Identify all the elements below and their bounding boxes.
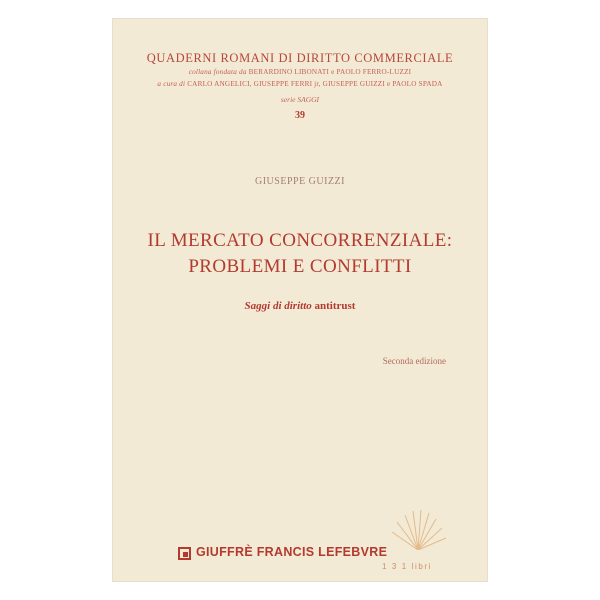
- edition-label: Seconda edizione: [382, 356, 446, 366]
- book-title-line-1: IL MERCATO CONCORRENZIALE:: [147, 230, 453, 251]
- editors-prefix: a cura di: [157, 80, 186, 88]
- author-name: GIUSEPPE GUIZZI: [255, 176, 345, 187]
- volume-number: 39: [295, 110, 305, 121]
- subtitle-italic: Saggi di diritto: [244, 300, 312, 312]
- founders-names: BERARDINO LIBONATI e PAOLO FERRO-LUZZI: [248, 68, 412, 76]
- book-cover: [112, 18, 488, 582]
- serie-prefix: serie: [280, 95, 296, 104]
- sunburst-icon: [388, 510, 448, 550]
- imprint-label: 1 3 1 libri: [382, 562, 433, 571]
- serie-line: [112, 95, 488, 104]
- series-founders-line: [112, 68, 488, 76]
- giuffre-logo-icon: [178, 547, 191, 560]
- editors-names: CARLO ANGELICI, GIUSEPPE FERRI jr, GIUSEPPE GUIZZI e PAOLO SPADA: [187, 80, 443, 88]
- subtitle-tail: antitrust: [314, 300, 356, 312]
- series-title: QUADERNI ROMANI DI DIRITTO COMMERCIALE: [146, 51, 454, 65]
- serie-name: SAGGI: [297, 95, 320, 104]
- series-editors-line: [112, 80, 488, 88]
- publisher-name: GIUFFRÈ FRANCIS LEFEBVRE: [196, 545, 388, 559]
- book-subtitle: [112, 300, 488, 312]
- founders-prefix: collana fondata da: [188, 68, 247, 76]
- publisher-block: [178, 544, 433, 571]
- book-title-line-2: PROBLEMI E CONFLITTI: [188, 256, 412, 277]
